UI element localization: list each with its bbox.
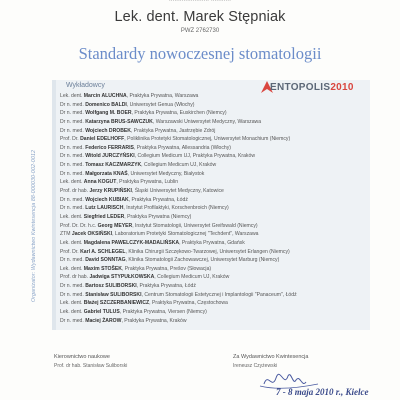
lecturer-affiliation: , Praktyka Prywatna, Częstochowa [149,300,228,307]
lecturer-title: Prof. Dr. [60,248,79,255]
lecturer-name: Magdalena PAWELCZYK-MADALIŃSKA [83,239,180,246]
lecturer-row [60,291,370,300]
lecturer-affiliation: , Poliklinika Protetyki Stomatologicznej, Uniwersytet Monachium (Niemcy) [124,136,291,143]
lecturer-row [60,127,370,136]
lecturer-affiliation: , Praktyka Prywatna, Lublin [116,179,179,186]
lecturer-affiliation: , Klinika Stomatologii Zachowawczej, Uniwersytet Marburg (Niemcy) [125,257,280,264]
lecturer-name: Federico FERRARIS [85,144,134,151]
lecturer-affiliation: , Śląski Uniwersytet Medyczny, Katowice [131,188,224,195]
lecturer-affiliation: , Uniwersytet Medyczny, Białystok [127,170,205,177]
lecturer-row [60,152,370,161]
lecturer-title: Lek. dent. [60,309,83,316]
lecturer-row [60,92,370,101]
lecturer-row [60,299,370,308]
top-cut-text [0,0,400,3]
lecturer-title: Dr n. med. [60,144,84,151]
lecturer-row [60,308,370,317]
lecturer-affiliation: , Praktyka Prywatna, Warszawa [126,93,199,99]
lecturer-title: Dr n. med. [60,110,84,117]
lecturer-name: Małgorzata KNAŚ [85,170,128,177]
lecturer-row [60,144,370,153]
pwz-number: PWZ 2762730 [180,28,220,34]
lecturer-row [60,187,370,196]
lecturer-name: Siegfried LEDER [83,213,125,220]
lecturer-title: Dr n. med. [60,101,84,108]
lecturer-affiliation: , Warszawski Uniwersytet Medyczny, Warszawa [152,118,262,125]
lecturer-name: Bartosz SULIBORSKI [85,283,137,290]
lecturers-list [60,92,370,325]
lecturer-title: Prof. dr hab. [60,274,89,281]
lecturer-title: Lek. dent. [60,239,83,246]
lecturer-title: Lek. dent. [60,265,83,272]
lecturer-name: Katarzyna BRUS-SAWCZUK [85,118,153,125]
lecturer-name: Stanisław SULIBORSKI [85,291,142,298]
lecturer-title: Dr n. med. [60,153,84,160]
lecturer-title: Dr n. med. [60,118,84,125]
lecturer-title: Lek. dent. [60,93,83,99]
lecturer-row [60,282,370,291]
scientific-direction-label: Kierownictwo naukowe [54,354,110,360]
lecturer-affiliation: , Praktyka Prywatna, Viersen (Niemcy) [119,309,207,316]
lecturer-name: Wojciech KUBIAK [85,196,129,203]
lecturers-heading: Wykładowcy [66,82,105,89]
lecturer-name: Jacek OKSIŃSKI [71,231,113,238]
lecturer-affiliation: , Praktyka Prywatna, Prešov (Słowacja) [121,265,212,272]
lecturer-name: Lutz LAURISCH [85,205,124,212]
lecturer-affiliation: , Klinika Chirurgii Szczękowo-Twarzowej, Uniwersytet Erlangen (Niemcy) [125,248,290,255]
lecturer-row [60,204,370,213]
lecturer-row [60,118,370,127]
lecturer-affiliation: , Centrum Stomatologii Estetycznej i Implantologii "Panaceum", Łódź [141,291,297,298]
lecturer-name: Marcin ALUCHNA [83,93,127,99]
lecturer-row [60,178,370,187]
lecturer-name: Jerzy KRUPIŃSKI [89,188,132,195]
lecturer-row [60,222,370,231]
lecturer-affiliation: , Praktyka Prywatna (Niemcy) [124,213,192,220]
logo-word: ENTOPOLIS [270,82,331,93]
lecturer-title: Dr n. med. [60,205,84,212]
lecturer-title: Dr n. med. [60,127,84,134]
lecturer-title: Dr n. med. [60,162,84,169]
lecturer-title: Dr n. med. [60,170,84,177]
lecturer-name: Karl A. SCHLEGEL [80,248,126,255]
lecturer-affiliation: , Praktyka Prywatna, Euskirchen (Niemcy) [131,110,227,117]
lecturer-affiliation: , Laboratorium Protetyki Stomatologicznej "Techdent", Warszawa [112,231,259,238]
lecturer-affiliation: , Praktyka Prywatna, Łódź [136,283,196,290]
lecturer-name: Maciej ŻAROW [85,317,122,324]
lecturer-row [60,161,370,170]
lecturer-title: Lek. dent. [60,179,83,186]
lecturer-row [60,170,370,179]
publisher-name: Ireneusz Czyżewski [233,363,278,369]
lecturer-name: Georg MEYER [97,222,133,229]
lecturer-row [60,265,370,274]
lecturer-row [60,101,370,110]
panel-strip [52,80,56,330]
lecturer-row [60,196,370,205]
lecturer-affiliation: , Instytut Profilaktyki, Korschenbroich (Niemcy) [123,205,229,212]
logo-year: 2010 [330,82,354,93]
event-date: 7 - 8 maja 2010 r., Kielce [276,387,369,397]
lecturer-title: Dr n. med. [60,317,84,324]
lecturer-affiliation: , Uniwersytet Genua (Włochy) [126,101,195,108]
lecturer-row [60,135,370,144]
lecturer-affiliation: , Collegium Medicum UJ, Praktyka Prywatna, Kraków [134,153,255,160]
lecturer-name: Domenico BALDI [85,101,127,108]
lecturer-title: Prof. Dr. [60,136,79,143]
lecturer-name: Tomasz KACZMARZYK [85,162,142,169]
lecturer-affiliation: , Praktyka Prywatna, Łódź [128,196,188,203]
lecturer-title: Lek. dent. [60,213,83,220]
lecturer-name: Wolfgang M. BOER [85,110,132,117]
lecturer-title: Dr n. med. [60,291,84,298]
lecturer-name: Anna KOGUT [83,179,117,186]
lecturer-name: Wojciech DROBEK [85,127,131,134]
course-title: Standardy nowoczesnej stomatologii [78,44,322,63]
lecturer-name: Błażej SZCZERBANIEWICZ [83,300,150,307]
lecturer-title: Lek. dent. [60,300,83,307]
publisher-label: Za Wydawnictwo Kwintesencja [233,354,309,360]
scientific-director-name: Prof. dr hab. Stanisław Suliborski [54,363,128,369]
lecturer-affiliation: , Collegium Medicum UJ, Kraków [141,162,217,169]
lecturer-title: Dr n. med. [60,283,84,290]
lecturer-affiliation: , Instytut Stomatologii, Uniwersytet Greifswald (Niemcy) [132,222,258,229]
lecturer-affiliation: , Collegium Medicum UJ, Kraków [154,274,230,281]
lecturer-affiliation: , Praktyka Prywatna, Allessandria (Włochy) [133,144,231,151]
lecturer-row [60,273,370,282]
recipient-name: Lek. dent. Marek Stępniak [114,9,286,25]
lecturer-row [60,248,370,257]
lecturer-title: ZTM [60,231,71,238]
lecturer-name: Jadwiga STYPUŁKOWSKA [89,274,155,281]
lecturer-row [60,109,370,118]
lecturer-row [60,230,370,239]
lecturer-title: Dr n. med. [60,257,84,264]
lecturer-affiliation: , Praktyka Prywatna, Gdańsk [179,239,245,246]
lecturer-title: Prof. dr hab. [60,188,89,195]
lecturer-title: Prof. Dr. Dr. h.c. [60,222,97,229]
lecturer-name: Maxim STOŠEK [83,265,122,272]
lecturer-row [60,317,370,326]
lecturer-name: Daniel EDELHOFF [80,136,125,143]
lecturer-affiliation: , Praktyka Prywatna, Kraków [121,317,187,324]
lecturer-row [60,213,370,222]
lecturer-name: Gabriel TULUS [83,309,120,316]
lecturer-title: Dr n. med. [60,196,84,203]
lecturer-name: Witold JURCZYŃSKI [85,153,135,160]
organizer-side-text: Organizator: Wydawnictwo Kwintesencja 88-000030-002-0012 [31,149,37,303]
lecturer-row [60,256,370,265]
lecturer-affiliation: , Praktyka Prywatna, Jastrzębie Zdrój [130,127,216,134]
lecturer-row [60,239,370,248]
lecturer-name: David SONNTAG [85,257,126,264]
